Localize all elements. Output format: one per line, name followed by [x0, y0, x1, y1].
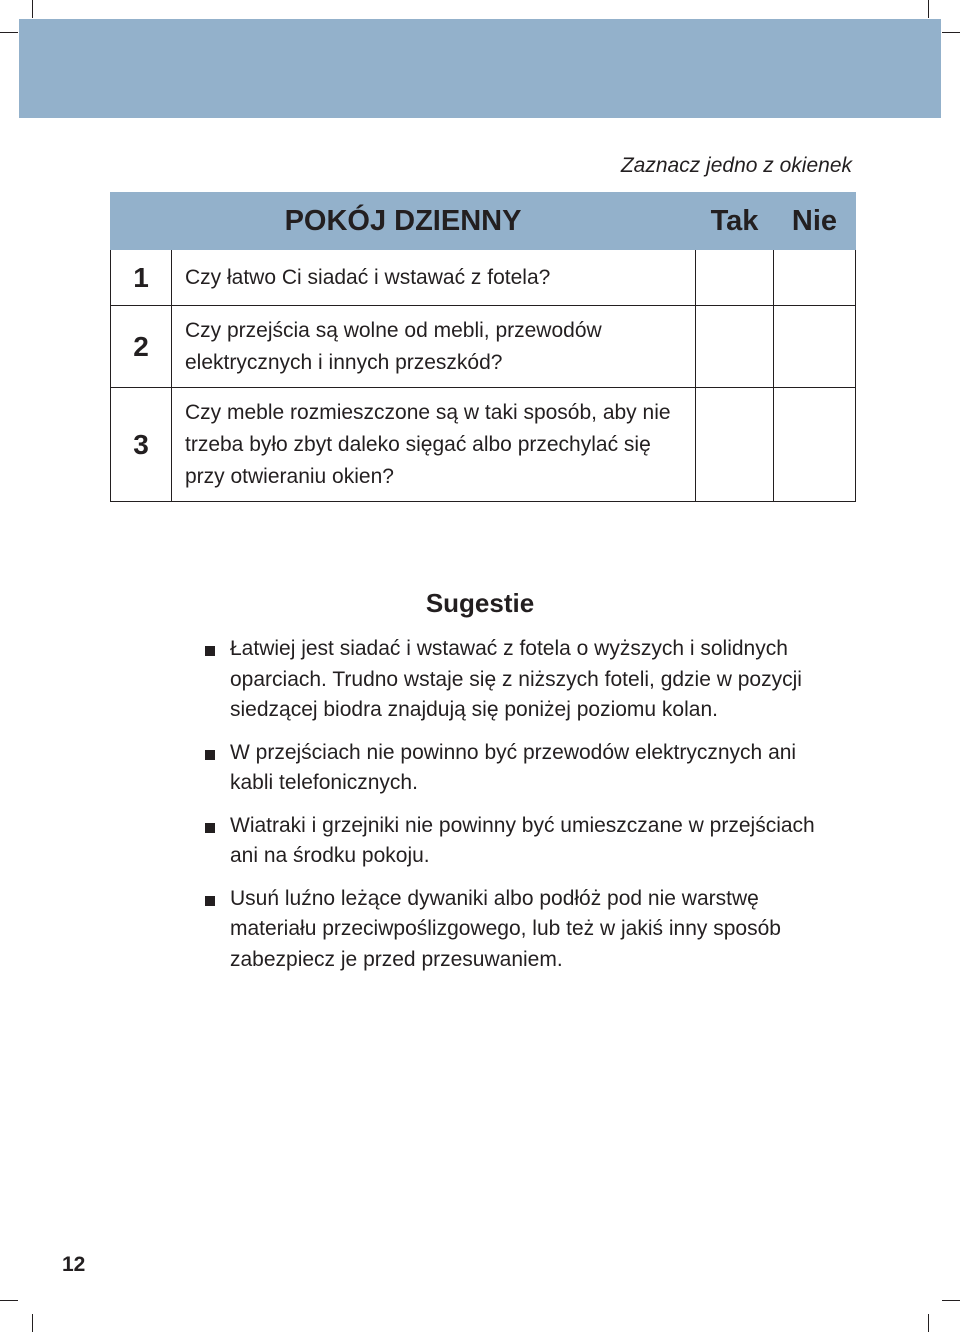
- crop-mark: [942, 1300, 960, 1301]
- suggestion-text: W przejściach nie powinno być przewodów elektrycznych ani kabli telefonicznych.: [230, 740, 797, 794]
- table-row: [111, 250, 856, 306]
- table-row: [111, 306, 856, 388]
- row-number: 1: [111, 250, 172, 306]
- no-checkbox[interactable]: [774, 250, 856, 306]
- list-item: [200, 738, 820, 799]
- no-checkbox[interactable]: [774, 388, 856, 502]
- suggestion-text: Łatwiej jest siadać i wstawać z fotela o wyższych i solidnych oparciach. Trudno wstaje się z niższych foteli, gdzie w pozycji siedzącej biodra znajdują się poniżej poziomu kolan.: [230, 637, 802, 721]
- suggestion-text: Wiatraki i grzejniki nie powinny być umieszczane w przejściach ani na środku pokoju.: [230, 813, 815, 867]
- crop-mark: [942, 32, 960, 33]
- suggestion-text: Usuń luźno leżące dywaniki albo podłóż pod nie warstwę materiału przeciwpoślizgowego, lub też w jakiś inny sposób zabezpiecz je przed przesuwaniem.: [230, 886, 781, 971]
- column-yes-header: Tak: [696, 193, 774, 250]
- column-no-header: Nie: [774, 193, 856, 250]
- square-bullet-icon: [205, 646, 215, 656]
- crop-mark: [32, 0, 33, 18]
- crop-mark: [928, 1314, 929, 1332]
- crop-mark: [928, 0, 929, 18]
- list-item: [200, 811, 820, 872]
- square-bullet-icon: [205, 896, 215, 906]
- table-row: [111, 388, 856, 502]
- no-checkbox[interactable]: [774, 306, 856, 388]
- question-text: Czy łatwo Ci siadać i wstawać z fotela?: [172, 250, 696, 306]
- page-number: 12: [62, 1253, 86, 1276]
- yes-checkbox[interactable]: [696, 306, 774, 388]
- square-bullet-icon: [205, 750, 215, 760]
- instruction-text: Zaznacz jedno z okienek: [620, 154, 852, 177]
- row-number: 3: [111, 388, 172, 502]
- table-header-row: [111, 193, 856, 250]
- list-item: [200, 634, 820, 726]
- table-title: POKÓJ DZIENNY: [111, 193, 696, 250]
- checklist-table: [110, 192, 856, 502]
- header-band: [19, 19, 941, 118]
- crop-mark: [0, 1300, 18, 1301]
- crop-mark: [0, 32, 18, 33]
- yes-checkbox[interactable]: [696, 388, 774, 502]
- square-bullet-icon: [205, 823, 215, 833]
- row-number: 2: [111, 306, 172, 388]
- question-text: Czy meble rozmieszczone są w taki sposób, aby nie trzeba było zbyt daleko sięgać albo przechylać się przy otwieraniu okien?: [172, 388, 696, 502]
- suggestions-title: Sugestie: [425, 588, 535, 618]
- question-text: Czy przejścia są wolne od mebli, przewodów elektrycznych i innych przeszkód?: [172, 306, 696, 388]
- list-item: [200, 884, 820, 976]
- suggestions-list: [200, 634, 820, 987]
- yes-checkbox[interactable]: [696, 250, 774, 306]
- crop-mark: [32, 1314, 33, 1332]
